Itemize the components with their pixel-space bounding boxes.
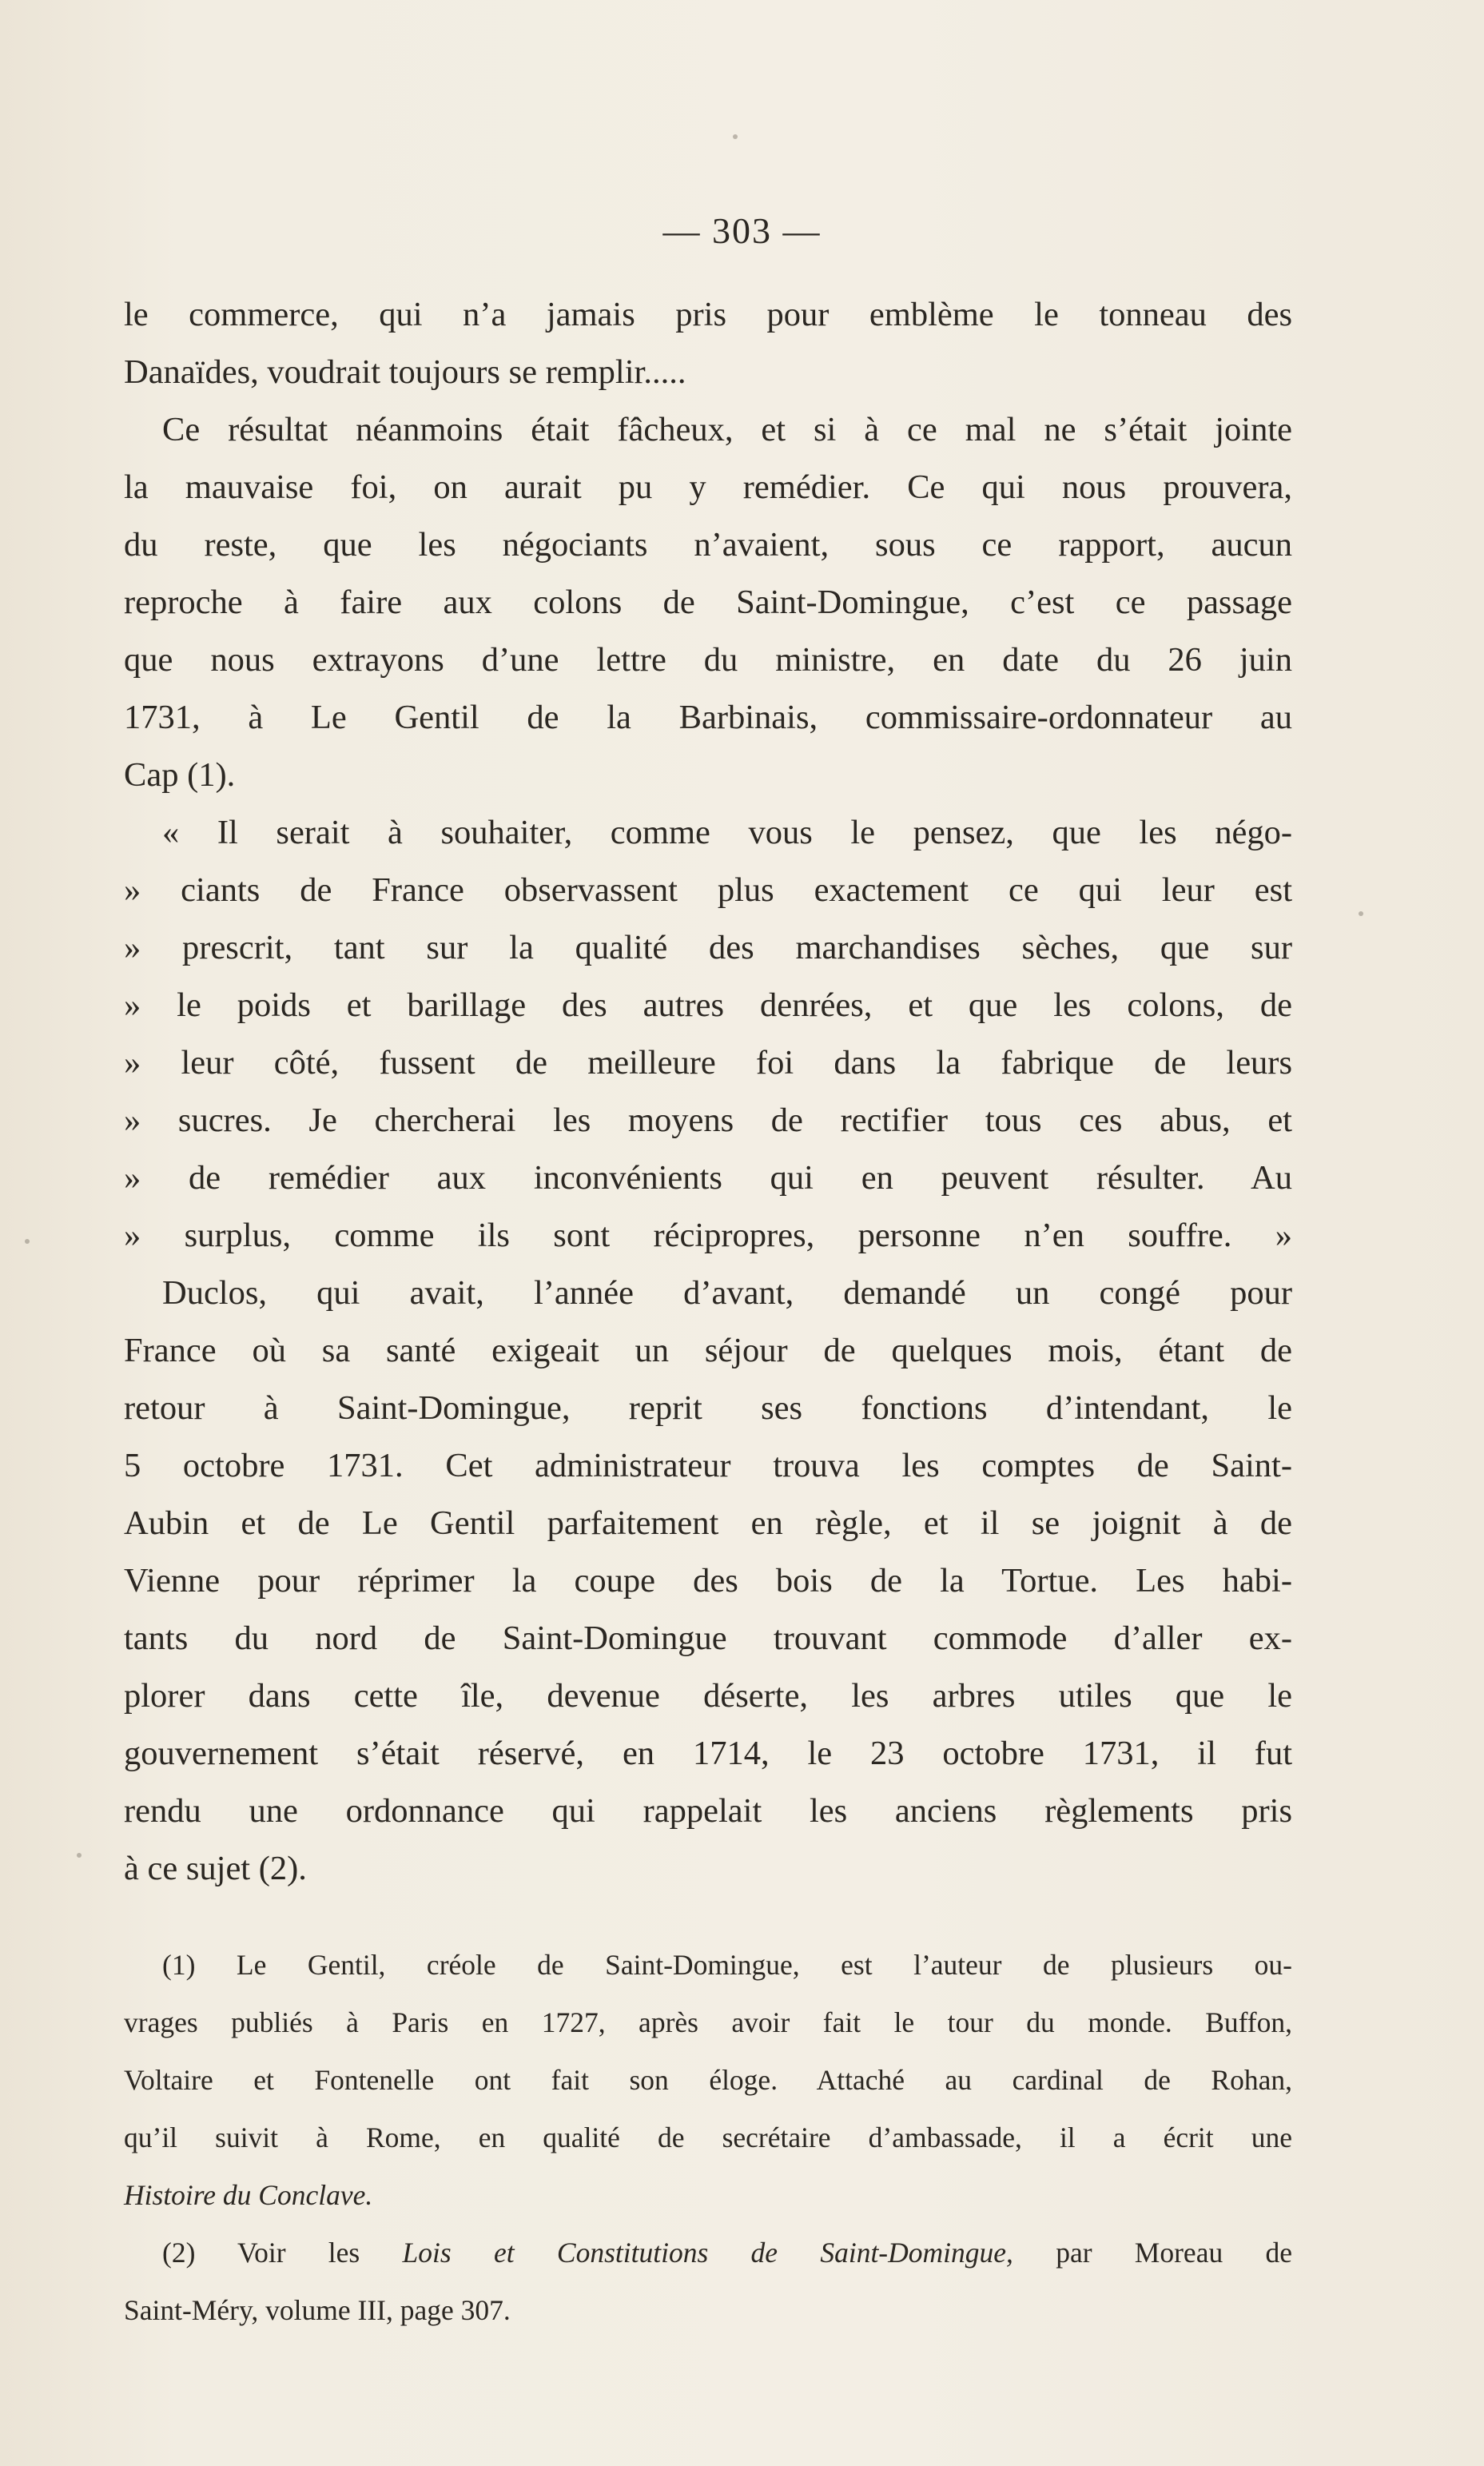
footnote-1-book-title: Histoire du Conclave.: [124, 2179, 373, 2211]
body-line: Cap (1).: [124, 756, 236, 794]
paper-speck: [77, 1853, 82, 1858]
body-line: Duclos, qui avait, l’année d’avant, demandé un congé pour: [162, 1274, 1292, 1312]
footnote-2-line: Saint-Méry, volume III, page 307.: [124, 2294, 511, 2326]
body-line: reproche à faire aux colons de Saint-Domingue, c’est ce passage: [124, 584, 1292, 621]
footnote-2-suffix: par Moreau de: [1013, 2237, 1292, 2269]
body-line: le commerce, qui n’a jamais pris pour emblème le tonneau des: [124, 296, 1292, 333]
quote-line: « Il serait à souhaiter, comme vous le pensez, que les négo-: [162, 814, 1292, 851]
quote-line: » sucres. Je chercherai les moyens de rectifier tous ces abus, et: [124, 1102, 1292, 1139]
footnotes: [124, 1941, 1292, 2344]
body-line: du reste, que les négociants n’avaient, sous ce rapport, aucun: [124, 526, 1292, 564]
footnote-2-book-title: Lois et Constitutions de Saint-Domingue,: [402, 2237, 1013, 2269]
footnote-1-line: (1) Le Gentil, créole de Saint-Domingue, est l’auteur de plusieurs ou-: [162, 1949, 1292, 1981]
body-line: Aubin et de Le Gentil parfaitement en règle, et il se joignit à de: [124, 1504, 1292, 1542]
footnote-2-prefix: (2) Voir les: [162, 2237, 403, 2269]
body-line: plorer dans cette île, devenue déserte, les arbres utiles que le: [124, 1677, 1292, 1715]
quote-line: » le poids et barillage des autres denrées, et que les colons, de: [124, 986, 1292, 1024]
body-line: retour à Saint-Domingue, reprit ses fonctions d’intendant, le: [124, 1389, 1292, 1427]
footnote-1-line: vrages publiés à Paris en 1727, après avoir fait le tour du monde. Buffon,: [124, 2006, 1292, 2038]
body-line: la mauvaise foi, on aurait pu y remédier. Ce qui nous prouvera,: [124, 468, 1292, 506]
body-line: rendu une ordonnance qui rappelait les anciens règlements pris: [124, 1792, 1292, 1830]
footnote-1-line: qu’il suivit à Rome, en qualité de secrétaire d’ambassade, il a écrit une: [124, 2121, 1292, 2153]
body-line: à ce sujet (2).: [124, 1850, 307, 1887]
body-line: 5 octobre 1731. Cet administrateur trouva les comptes de Saint-: [124, 1447, 1292, 1484]
quote-line: » de remédier aux inconvénients qui en peuvent résulter. Au: [124, 1159, 1292, 1197]
body-line: Danaïdes, voudrait toujours se remplir.....: [124, 353, 686, 391]
footnote-2-line: [124, 2229, 1292, 2286]
quote-line: » prescrit, tant sur la qualité des marchandises sèches, que sur: [124, 929, 1292, 966]
body-line: Ce résultat néanmoins était fâcheux, et si à ce mal ne s’était jointe: [162, 411, 1292, 448]
page-number: — 303 —: [662, 210, 822, 251]
quote-line: » ciants de France observassent plus exactement ce qui leur est: [124, 871, 1292, 909]
body-line: Vienne pour réprimer la coupe des bois de la Tortue. Les habi-: [124, 1562, 1292, 1600]
paper-speck: [25, 1239, 30, 1244]
body-text: [124, 286, 1292, 1898]
body-line: France où sa santé exigeait un séjour de quelques mois, étant de: [124, 1332, 1292, 1369]
footnote-1-line: Voltaire et Fontenelle ont fait son éloge. Attaché au cardinal de Rohan,: [124, 2064, 1292, 2096]
body-line: gouvernement s’était réservé, en 1714, le 23 octobre 1731, il fut: [124, 1735, 1292, 1772]
body-line: 1731, à Le Gentil de la Barbinais, commissaire-ordonnateur au: [124, 699, 1292, 736]
footnote-1-line: [124, 2171, 1292, 2229]
body-line: tants du nord de Saint-Domingue trouvant commode d’aller ex-: [124, 1619, 1292, 1657]
body-line: que nous extrayons d’une lettre du ministre, en date du 26 juin: [124, 641, 1292, 679]
paper-speck: [1359, 911, 1363, 916]
paper-speck: [733, 134, 738, 139]
quote-line: » leur côté, fussent de meilleure foi dans la fabrique de leurs: [124, 1044, 1292, 1082]
quote-line: » surplus, comme ils sont récipropres, personne n’en souffre. »: [124, 1217, 1292, 1254]
